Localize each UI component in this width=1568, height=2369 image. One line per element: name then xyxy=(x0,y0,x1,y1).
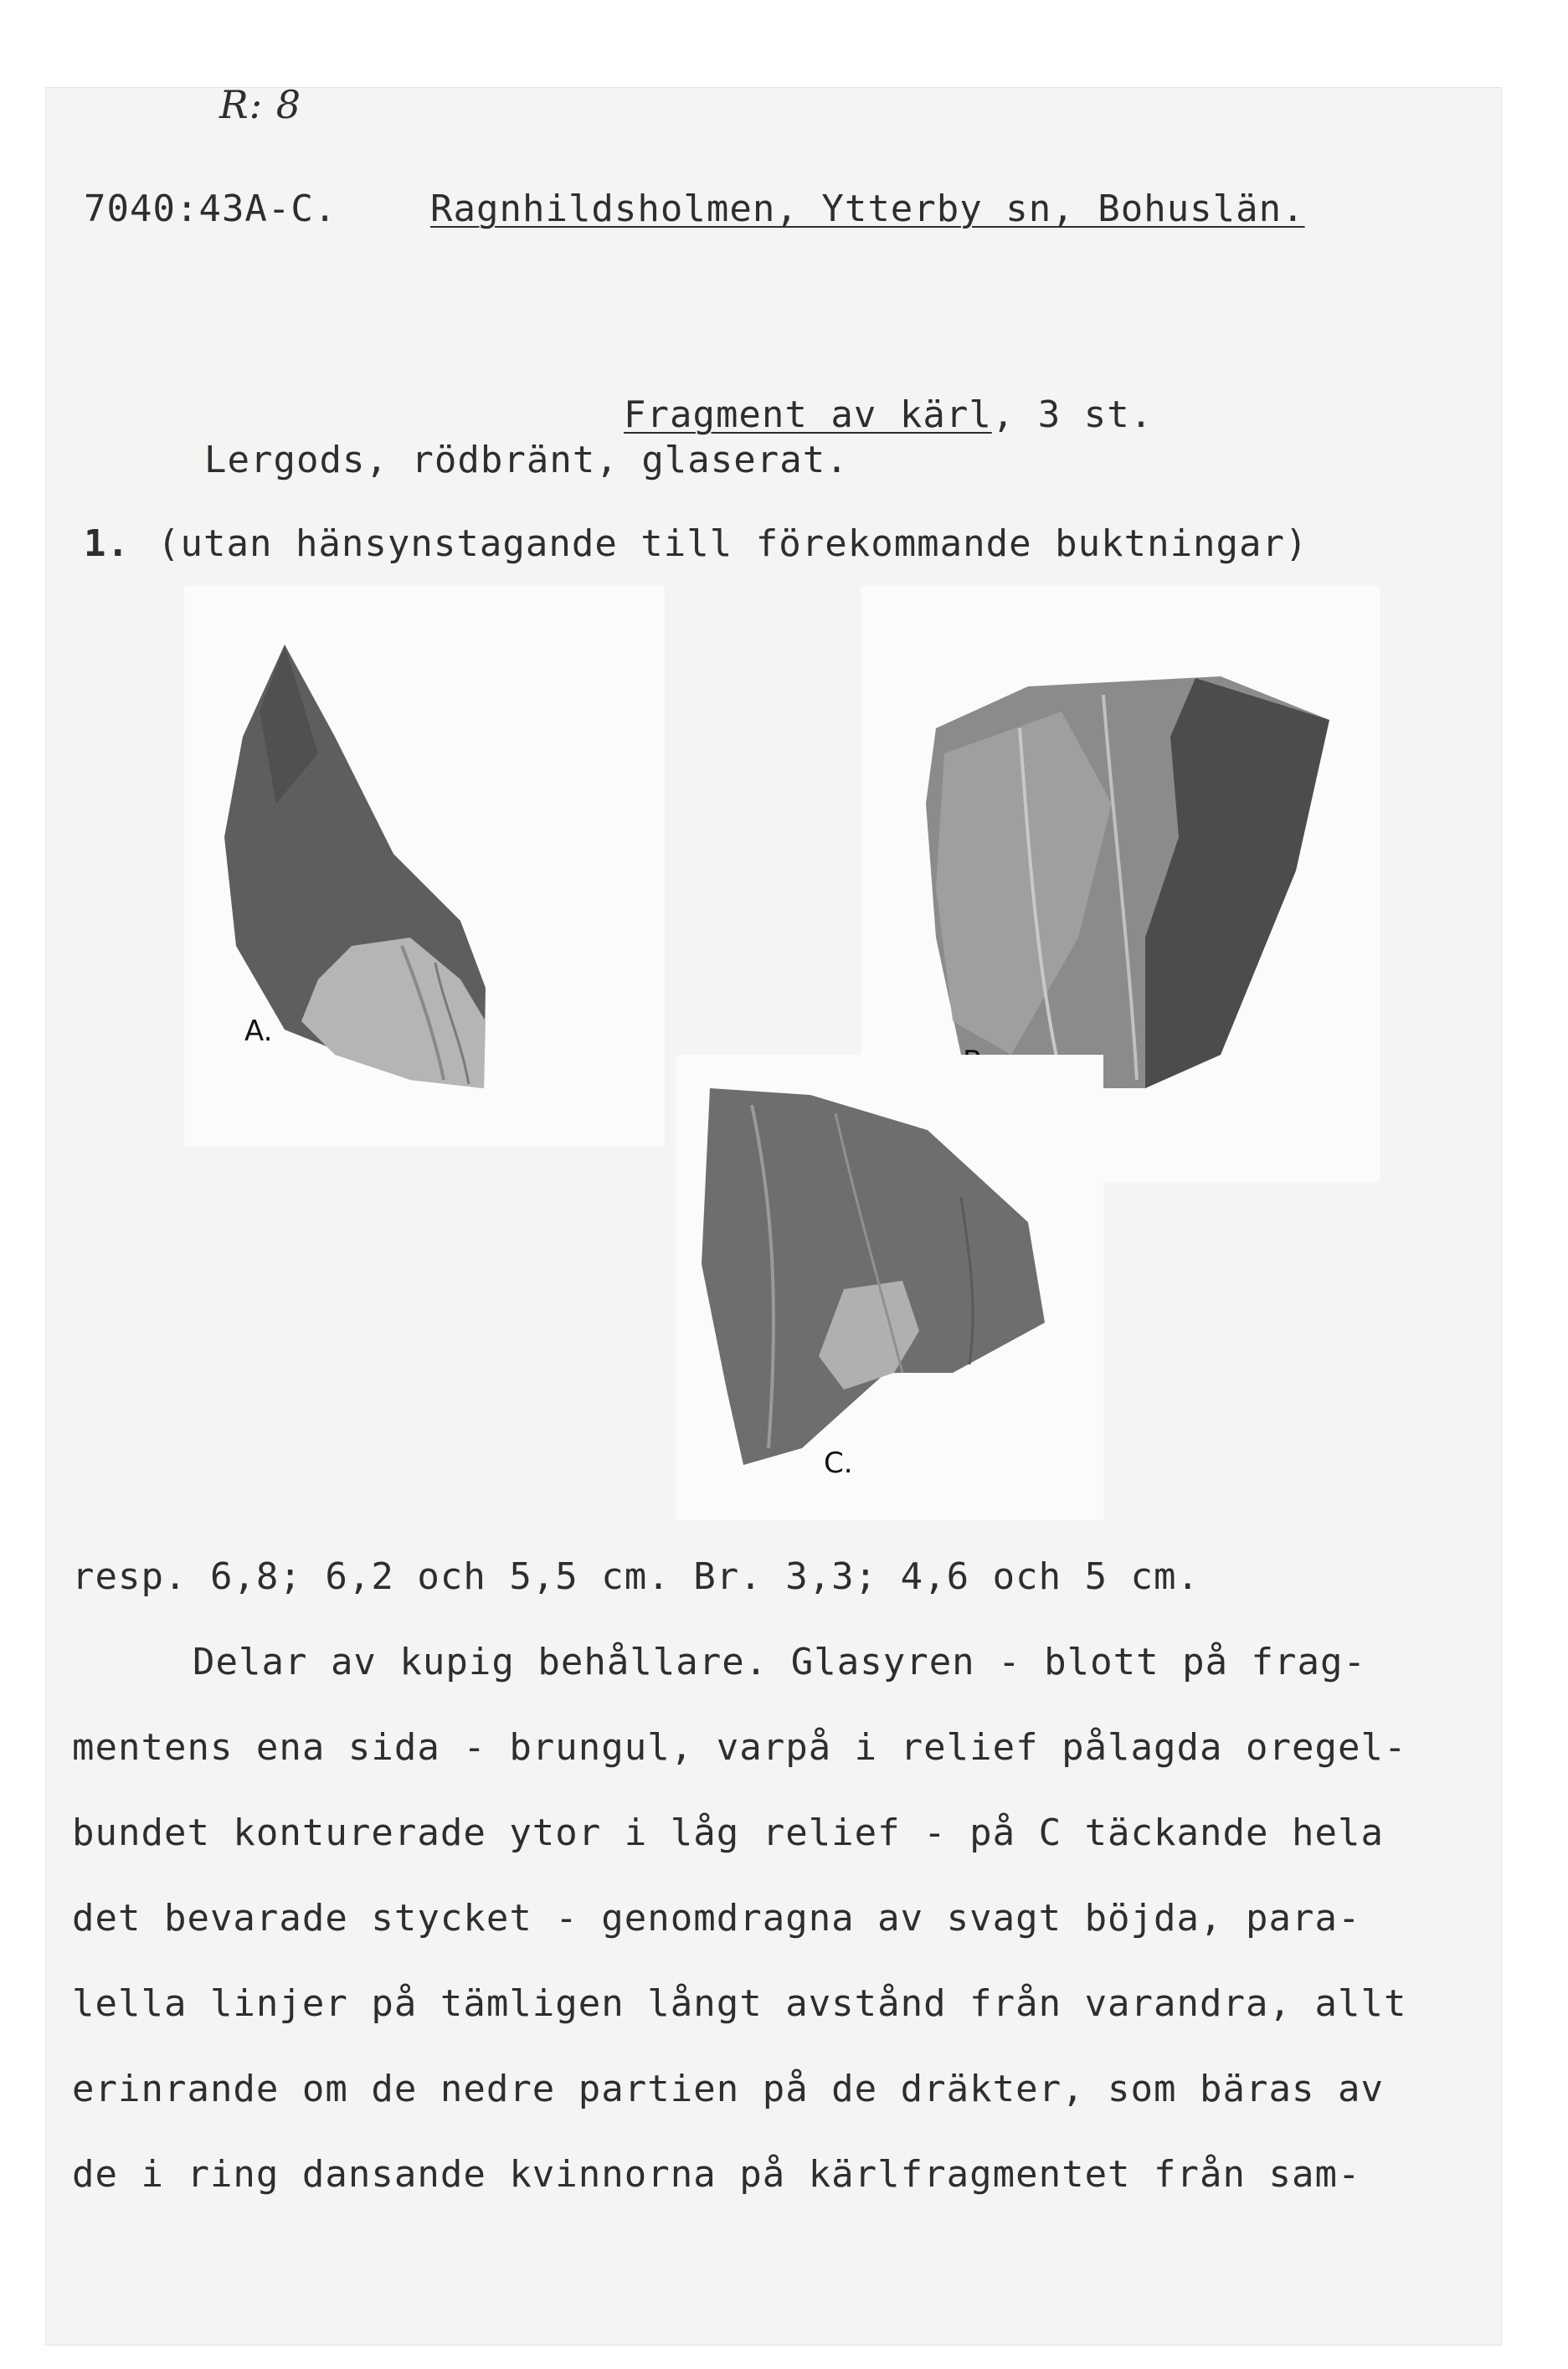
photo-fragment-a xyxy=(184,586,665,1147)
find-location: Ragnhildsholmen, Ytterby sn, Bohuslän. xyxy=(430,188,1305,230)
body-line-5: det bevarade stycket - genomdragna av svagt böjda, para- xyxy=(72,1897,1361,1940)
body-line-3: mentens ena sida - brungul, varpå i relief pålagda oregel- xyxy=(72,1726,1407,1769)
catalog-number: 7040:43A-C. xyxy=(84,188,337,230)
material-description: Lergods, rödbränt, glaserat. xyxy=(204,439,849,481)
handwritten-reference: R: 8 xyxy=(219,82,302,127)
photo-fragment-c xyxy=(676,1055,1103,1520)
body-line-4: bundet konturerade ytor i låg relief - på C täckande hela xyxy=(72,1811,1384,1854)
body-line-8: de i ring dansande kvinnorna på kärlfragmentet från sam- xyxy=(72,2153,1361,2196)
note-text: (utan hänsynstagande till förekommande buktningar) xyxy=(157,522,1308,565)
fragment-a-image xyxy=(184,586,665,1147)
photo-label-a: A. xyxy=(244,1015,273,1048)
fragment-c-image xyxy=(676,1055,1103,1520)
body-line-2: Delar av kupig behållare. Glasyren - blott på frag- xyxy=(193,1641,1367,1683)
object-title: Fragment av kärl xyxy=(623,393,992,436)
body-line-1: resp. 6,8; 6,2 och 5,5 cm. Br. 3,3; 4,6 och 5 cm. xyxy=(72,1555,1200,1598)
body-line-6: lella linjer på tämligen långt avstånd från varandra, allt xyxy=(72,1982,1407,2025)
object-count: , 3 st. xyxy=(991,393,1154,436)
object-title-line xyxy=(578,360,1153,434)
note-number: 1. xyxy=(84,522,130,565)
photo-label-c: C. xyxy=(824,1447,853,1480)
body-line-7: erinrande om de nedre partien på de dräkter, som bäras av xyxy=(72,2068,1384,2110)
